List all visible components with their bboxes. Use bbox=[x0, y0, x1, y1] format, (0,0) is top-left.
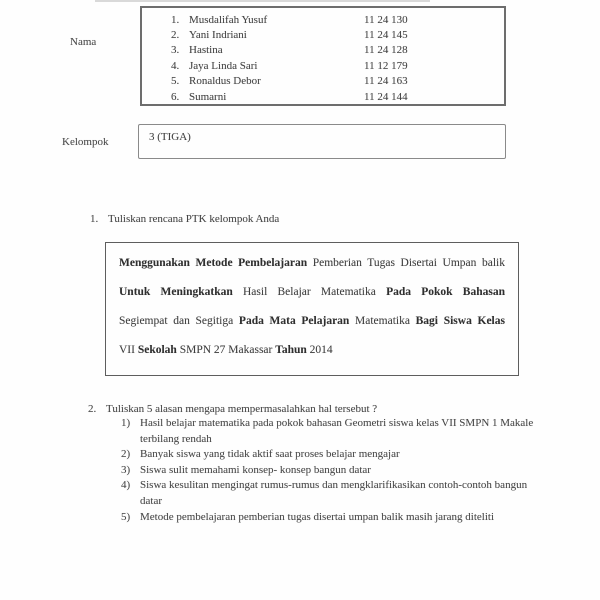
kelompok-label: Kelompok bbox=[62, 136, 109, 148]
nama-label: Nama bbox=[70, 36, 97, 48]
member-name: Musdalifah Yusuf bbox=[189, 13, 268, 26]
member-name: Jaya Linda Sari bbox=[189, 59, 258, 72]
member-name: Sumarni bbox=[189, 90, 227, 103]
member-nim: 11 24 163 bbox=[364, 75, 408, 88]
member-nim: 11 24 144 bbox=[364, 90, 408, 103]
ptk-answer-line: Untuk Meningkatkan Hasil Belajar Matematika Pada Pokok Bahasan bbox=[119, 286, 505, 298]
question-1 bbox=[90, 213, 279, 225]
reason-text: Siswa sulit memahami konsep- konsep bangun datar bbox=[140, 463, 371, 476]
member-number: 3. bbox=[171, 44, 180, 57]
reason-number: 1) bbox=[121, 417, 131, 429]
reason-number: 2) bbox=[121, 448, 131, 461]
kelompok-box bbox=[138, 124, 506, 159]
question-1-number: 1. bbox=[90, 213, 99, 225]
question-2-prompt: Tuliskan 5 alasan mengapa mempermasalahkan hal tersebut ? bbox=[106, 403, 378, 415]
reason-number: 5) bbox=[121, 510, 131, 523]
member-row bbox=[142, 12, 504, 27]
reason-text: Siswa kesulitan mengingat rumus-rumus dan mengklarifikasikan contoh-contoh bangun datar bbox=[140, 479, 528, 507]
ptk-answer-line: Menggunakan Metode Pembelajaran Pemberian Tugas Disertai Umpan balik bbox=[119, 257, 505, 269]
member-nim: 11 24 128 bbox=[364, 44, 408, 57]
member-nim: 11 24 145 bbox=[364, 29, 408, 42]
member-nim: 11 12 179 bbox=[364, 59, 408, 72]
member-row bbox=[142, 89, 504, 104]
ptk-answer-box bbox=[105, 242, 519, 376]
reason-number: 4) bbox=[121, 479, 131, 492]
member-name: Hastina bbox=[189, 44, 223, 57]
reason-text: Hasil belajar matematika pada pokok bahasan Geometri siswa kelas VII SMPN 1 Makale terbilang rendah bbox=[140, 417, 534, 445]
reason-text: Metode pembelajaran pemberian tugas disertai umpan balik masih jarang diteliti bbox=[140, 510, 495, 523]
reasons-list bbox=[121, 416, 540, 525]
member-number: 5. bbox=[171, 75, 180, 88]
ptk-answer-line: Segiempat dan Segitiga Pada Mata Pelajaran Matematika Bagi Siswa Kelas bbox=[119, 315, 505, 327]
cropped-line-remnant bbox=[95, 0, 430, 2]
member-number: 1. bbox=[171, 13, 180, 26]
ptk-answer-line: VII Sekolah SMPN 27 Makassar Tahun 2014 bbox=[119, 344, 333, 356]
member-number: 2. bbox=[171, 29, 180, 42]
member-row bbox=[142, 27, 504, 42]
member-row bbox=[142, 43, 504, 58]
reason-item bbox=[121, 447, 540, 463]
reason-text: Banyak siswa yang tidak aktif saat proses belajar mengajar bbox=[140, 448, 400, 461]
member-name: Yani Indriani bbox=[189, 29, 247, 42]
member-number: 4. bbox=[171, 59, 180, 72]
members-table bbox=[140, 6, 506, 106]
member-row bbox=[142, 74, 504, 89]
reason-item bbox=[121, 463, 540, 479]
question-1-prompt: Tuliskan rencana PTK kelompok Anda bbox=[108, 213, 280, 225]
reason-item bbox=[121, 510, 540, 526]
member-row bbox=[142, 58, 504, 73]
reason-item bbox=[121, 478, 540, 509]
member-name: Ronaldus Debor bbox=[189, 75, 261, 88]
member-number: 6. bbox=[171, 90, 180, 103]
question-2 bbox=[88, 403, 377, 415]
reason-number: 3) bbox=[121, 463, 131, 476]
member-nim: 11 24 130 bbox=[364, 13, 408, 26]
reason-item bbox=[121, 416, 540, 447]
kelompok-value: 3 (TIGA) bbox=[149, 131, 191, 143]
question-2-number: 2. bbox=[88, 403, 97, 415]
